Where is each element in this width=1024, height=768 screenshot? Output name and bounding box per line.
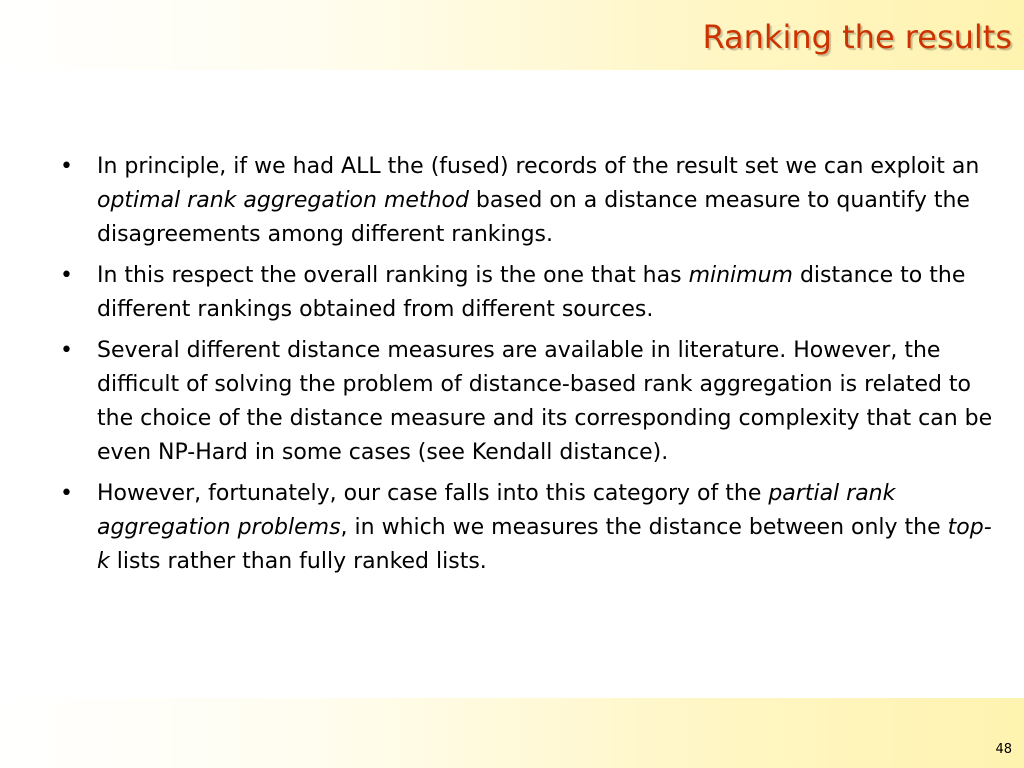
bullet-text-segment: However, fortunately, our case falls into this category of the: [97, 481, 769, 506]
bullet-list: [58, 150, 993, 586]
bullet-text-segment-italic: optimal rank aggregation method: [97, 188, 469, 213]
bullet-text-segment-italic: top-k: [97, 515, 992, 574]
page-number: 48: [995, 742, 1012, 757]
bullet-item: [58, 334, 993, 470]
bullet-text-segment: lists rather than fully ranked lists.: [109, 549, 487, 574]
bullet-item: [58, 259, 993, 327]
bullet-text-segment: distance to the different rankings obtained from different sources.: [97, 263, 966, 322]
bullet-dot: •: [60, 481, 73, 506]
bullet-text-segment-italic: minimum: [688, 263, 793, 288]
slide-title: Ranking the results: [702, 18, 1012, 56]
bullet-text-segment: , in which we measures the distance between only the: [340, 515, 948, 540]
bullet-text-segment: In this respect the overall ranking is the one that has: [97, 263, 689, 288]
bullet-dot: •: [60, 154, 73, 179]
bullet-text-segment-italic: partial rank aggregation problems: [97, 481, 896, 540]
bullet-text-segment: In principle, if we had ALL the (fused) records of the result set we can exploit an: [97, 154, 980, 179]
bullet-dot: •: [60, 263, 73, 288]
bullet-item: [58, 477, 993, 579]
bullet-text-segment: Several different distance measures are available in literature. However, the difficult of solving the problem of distance-based rank aggregation is related to the choice of the distance measure and its corresponding complexity that can be even NP-Hard in some cases (see Kendall distance).: [97, 338, 993, 465]
bullet-dot: •: [60, 338, 73, 363]
bullet-text-segment: based on a distance measure to quantify the disagreements among different rankings.: [97, 188, 970, 247]
footer-band: [0, 698, 1024, 768]
bullet-item: [58, 150, 993, 252]
